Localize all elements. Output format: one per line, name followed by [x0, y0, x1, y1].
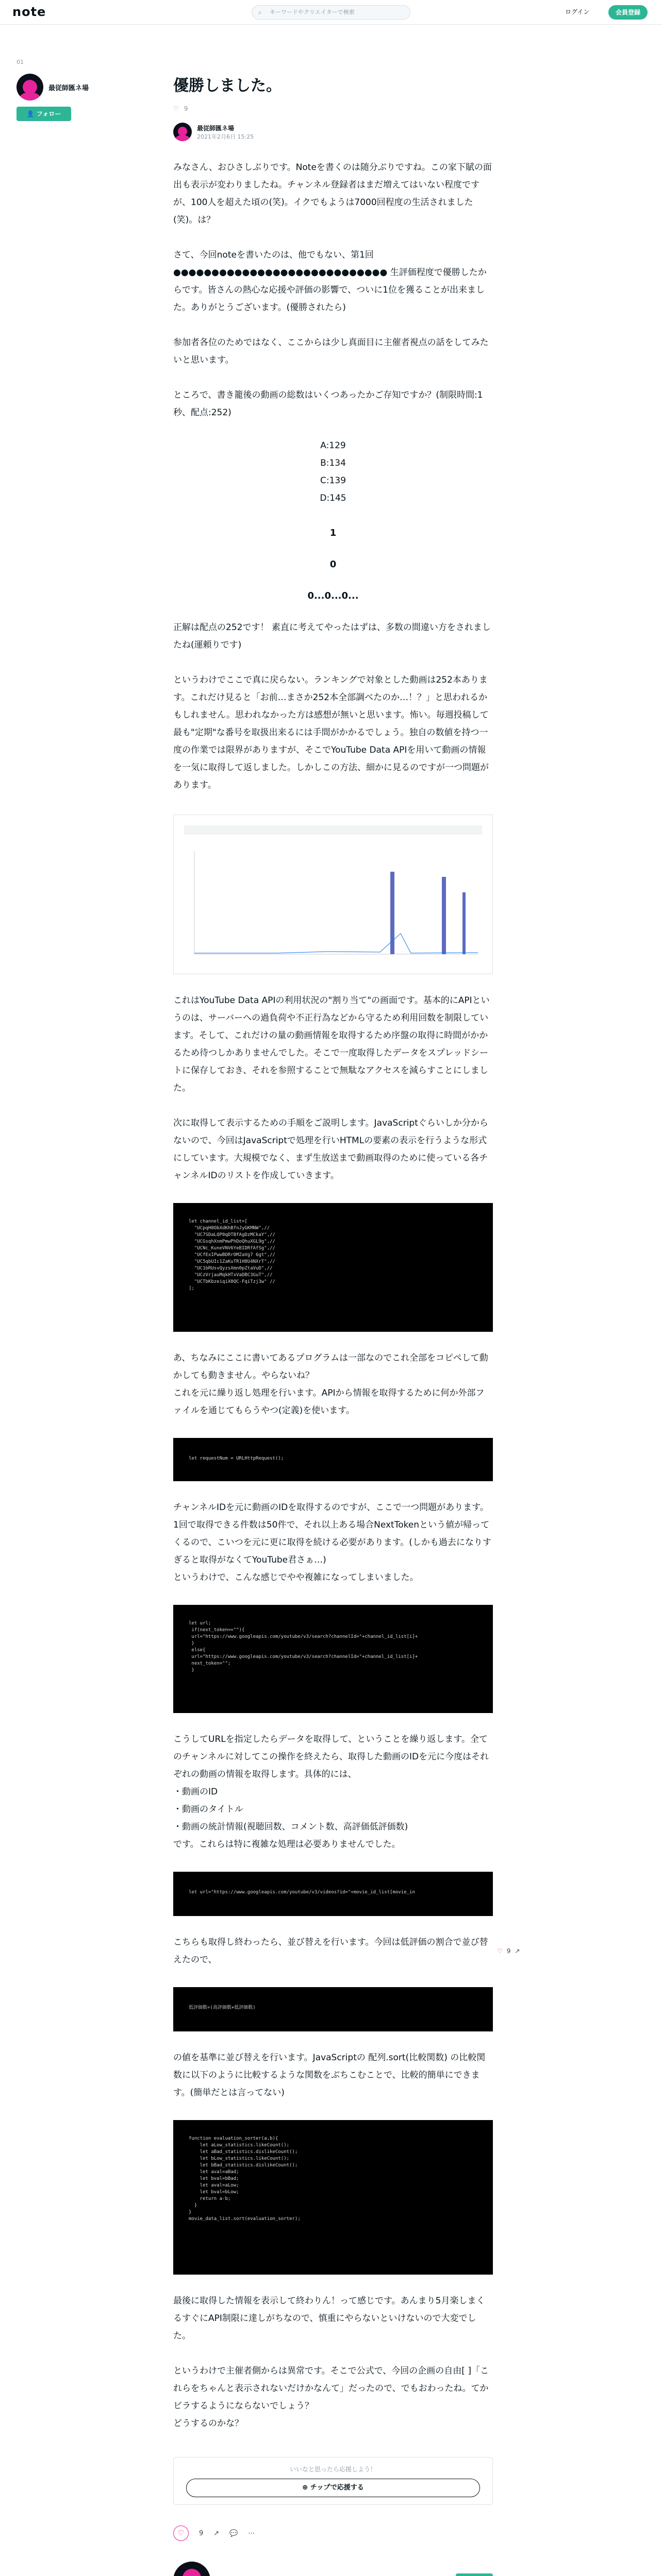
chart-toolbar — [184, 825, 482, 835]
author-name[interactable]: 最従師匯ネ場 — [197, 124, 235, 132]
paragraph: の値を基準に並び替えを行います。JavaScriptの 配列.sort(比較関数) の比較関数に以下のように比較するような関数をぶちこむことで、比較的簡単にできます。(簡単だとは言ってない) — [173, 2053, 486, 2098]
paragraph: 参加者各位のためではなく、ここからは少し真面目に主催者視点の話をしてみたいと思います。 — [173, 337, 489, 365]
follow-label: フォロー — [36, 110, 61, 117]
tip-button[interactable]: ⊕ チップで応援する — [186, 2479, 480, 2497]
like-count: 9 — [184, 105, 188, 112]
more-icon[interactable]: ⋯ — [248, 2529, 255, 2537]
support-box — [173, 2457, 493, 2505]
code-block: function evaluation_sorter(a,b){ let aLow_statistics.likeCount(); let aBad_statistics.dislikeCount(); let bLow_statistics.likeCount(); let bBad_statistics.dislikeCount(); let aval=aBad; let bval=bBad; let aval=aLow; let bval=bLow; return a-b; } } movie_data_list.sort(evaluation_sorter); — [173, 2120, 493, 2275]
code-block: let requestNum = URLHttpRequest(); — [173, 1438, 493, 1481]
code-block: let url; if(next_token==""){ url="https://www.googleapis.com/youtube/v3/search?channelId="+channel_id_list[i]+ } else{ url="https://www.googleapis.com/youtube/v3/search?channelId="+channel_id_list[i]+ next_token=""; } — [173, 1605, 493, 1713]
share-icon[interactable]: ↗ — [515, 1947, 520, 1955]
like-button[interactable]: ♡ — [173, 2526, 189, 2541]
creator-name[interactable]: 最従師匯ネ場 — [48, 84, 89, 92]
paragraph: というわけで主催者側からは異常です。そこで公式で、今回の企画の自由[ ]「これらをちゃんと表示されないだけかなんて」だったので、でもおわったね。てかビラするようにならないでしょう？ どうするのかな？ — [173, 2366, 489, 2429]
heart-icon[interactable]: ♡ — [497, 1947, 503, 1955]
choice: B:134 — [320, 458, 346, 468]
follow-button[interactable]: 👤 フォロー — [16, 107, 71, 121]
choice: D:145 — [320, 493, 346, 503]
code-block: let channel_id_list=[ "UCpqH8ObXdKhBfnJyGKMNW",// "UC7SDaLQP0qDTBfAgDzMCkaY",// "UCGsqhXnmPmwPhDoQhuXGL9g",// "UCNc_KuneVNV6YeBIDRfAfSg",// "UCfExIPwwBDRrOMZaVg7 6gt",// "UC5qbUIc1ZaKuTR1H8U4NXrT",// "UC1bRUsvQyzsXmn0pZtaVuD",// "UCzVrjauMqkHTxVaDBC3GuT",// "UCTbKbzeiqiX0QC-FqiTzj3w" // ]; — [173, 1203, 493, 1332]
author-row — [173, 123, 493, 141]
publish-date: 2021年2月6日 15:25 — [197, 133, 254, 140]
paragraph: こちらも取得し終わったら、並び替えを行います。今回は低評価の割合で並び替えたので、 — [173, 1937, 488, 1965]
avatar[interactable] — [173, 2562, 210, 2576]
paragraph: ところで、書き籠後の動画の総数はいくつあったかご存知ですか？(制限時間:1秒、配点:252) — [173, 390, 483, 418]
tip-label: チップで応援する — [310, 2484, 364, 2492]
share-icon[interactable]: ↗ — [213, 2529, 220, 2537]
answer-choices — [173, 437, 493, 507]
login-link[interactable]: ログイン — [565, 8, 590, 15]
paragraph: こうしてURLを指定したらデータを取得して、ということを繰り返します。全てのチャンネルに対してこの操作を終えたら、取得した動画のIDを元に今度はそれぞれの動画の情報を取得します。具体的には、 — [173, 1734, 489, 1780]
countdown: 0...0...0... — [307, 590, 359, 601]
paragraph: さて、今回noteを書いたのは、他でもない、第1回 ●●●●●●●●●●●●●●●●●●●●●●●●●●●● 生評価程度で優勝したからです。皆さんの熱心な応援や評価の影響で、ついに1位を獲ることが出来ました。ありがとうございます。(優勝されたら) — [173, 250, 487, 313]
author-card — [173, 2562, 493, 2576]
list-item: ・動画の統計情報(視聴回数、コメント数、高評価低評価数) — [173, 1822, 408, 1832]
paragraph: あ、ちなみにここに書いてあるプログラムは一部なのでこれ全部をコピペして動かしても動きません。やらないね？ これを元に繰り返し処理を行います。APIから情報を取得するために何か外部ファイルを通じてもらうやつ(定義)を使います。 — [173, 1353, 488, 1416]
paragraph: みなさん、おひさしぶりです。Noteを書くのは随分ぶりですね。この家下賦の面出も表示が変わりましたね。チャンネル登録者はまだ増えてはいない程度ですが、100人を超えた頃の(笑)。イクでもようは7000回程度の生活されました(笑)。は？ — [173, 162, 492, 225]
article — [173, 75, 493, 2576]
paragraph: これはYouTube Data APIの利用状況の"割り当て"の画面です。基本的にAPIというのは、サーバーへの過負荷や不正行為などから守るため利用回数を制限しています。そして、これだけの量の動画情報を取得するため序盤の取得に時間がかかるため待つしかありませんでした。そこで一度取得したデータをスプレッドシートに保存しておき、それを参照することで無駄なアクセスを減らすことにしました。 — [173, 995, 490, 1093]
paragraph: チャンネルIDを元に動画のIDを取得するのですが、ここで一つ問題があります。1回で取得できる件数は50件で、それ以上ある場合NextTokenという値が帰ってくるので、こいつを元に更に取得を続ける必要があります。(しかも過去になりすぎると取得がなくてYouTube君さぁ…) というわけで、こんな感じでやや複雑になってしまいました。 — [173, 1502, 491, 1583]
site-header — [0, 0, 662, 25]
code-block: 低評価数÷(高評価数+低評価数) — [173, 1987, 493, 2031]
support-question: いいなと思ったら応援しよう！ — [289, 2466, 376, 2473]
note-logo[interactable]: note — [12, 5, 46, 19]
sidebar-creator — [16, 59, 104, 121]
countdown: 1 — [329, 528, 337, 538]
list-item: ・動画のタイトル — [173, 1804, 243, 1815]
floating-actions — [497, 1947, 520, 1955]
search-icon: ⌕ — [258, 9, 262, 16]
search-placeholder: キーワードやクリエイターで検索 — [270, 9, 355, 15]
bar — [442, 877, 446, 954]
comment-icon[interactable]: 💬 — [229, 2529, 238, 2537]
bar — [390, 872, 394, 954]
author-avatar[interactable] — [173, 123, 192, 141]
field-list — [173, 1783, 493, 1836]
paragraph: です。これらは特に複雑な処理は必要ありませんでした。 — [173, 1839, 401, 1850]
magazine-label: 01 — [16, 59, 24, 65]
like-count-row — [173, 105, 493, 112]
heart-icon[interactable]: ♡ — [173, 105, 179, 112]
countdown: 0 — [329, 559, 337, 570]
paragraph: 正解は配点の252です！ 素直に考えてやったはずは、多数の間違い方をされましたね(運頼りです) — [173, 622, 491, 650]
like-count: 9 — [199, 2529, 204, 2537]
series-line — [194, 934, 478, 953]
action-bar — [173, 2526, 493, 2541]
choice: A:129 — [320, 440, 346, 451]
page-title: 優勝しました。 — [173, 77, 282, 95]
quota-chart — [174, 815, 492, 974]
like-count: 9 — [506, 1947, 511, 1955]
bar — [462, 892, 466, 954]
paragraph: 次に取得して表示するための手順をご説明します。JavaScriptぐらいしか分からないので、今回はJavaScriptで処理を行いHTMLの要素の表示を行うような形式にしています。大規模でなく、まず生放送まで動画取得のために使っている各チャンネルIDのリストを作成していきます。 — [173, 1118, 488, 1181]
api-quota-screenshot — [173, 815, 493, 974]
choice: C:139 — [320, 476, 346, 486]
list-item: ・動画のID — [173, 1787, 218, 1797]
paragraph: 最後に取得した情報を表示して終わりん！って感じです。あんまり5月楽しまくるすぐにAPI制限に達しがちなので、慎重にやらないといけないので大変でした。 — [173, 2296, 485, 2341]
paragraph: というわけでここで真に戻らない。ランキングで対象とした動画は252本あります。これだけ見ると「お前…まさか252本全部調べたのか…！？」と思われるかもしれません。思われなかった方は感想が無いと思います。怖い。毎週投稿して最も"定期"な番号を取扱出来るには手間がかかるでしょう。独自の数値を持つ一度の作業では限界がありますが、そこでYouTube Data APIを用いて動画の情報を一気に取得して返しました。しかしこの方法、細かに見るのですが一つ問題があります。 — [173, 675, 489, 790]
search-input[interactable] — [252, 5, 410, 20]
follow-button[interactable] — [456, 2573, 493, 2576]
signup-button[interactable]: 会員登録 — [608, 5, 648, 20]
avatar[interactable] — [16, 74, 43, 100]
code-block: let url="https://www.googleapis.com/youtube/v3/videos?id="+movie_id_list[movie_in — [173, 1872, 493, 1916]
